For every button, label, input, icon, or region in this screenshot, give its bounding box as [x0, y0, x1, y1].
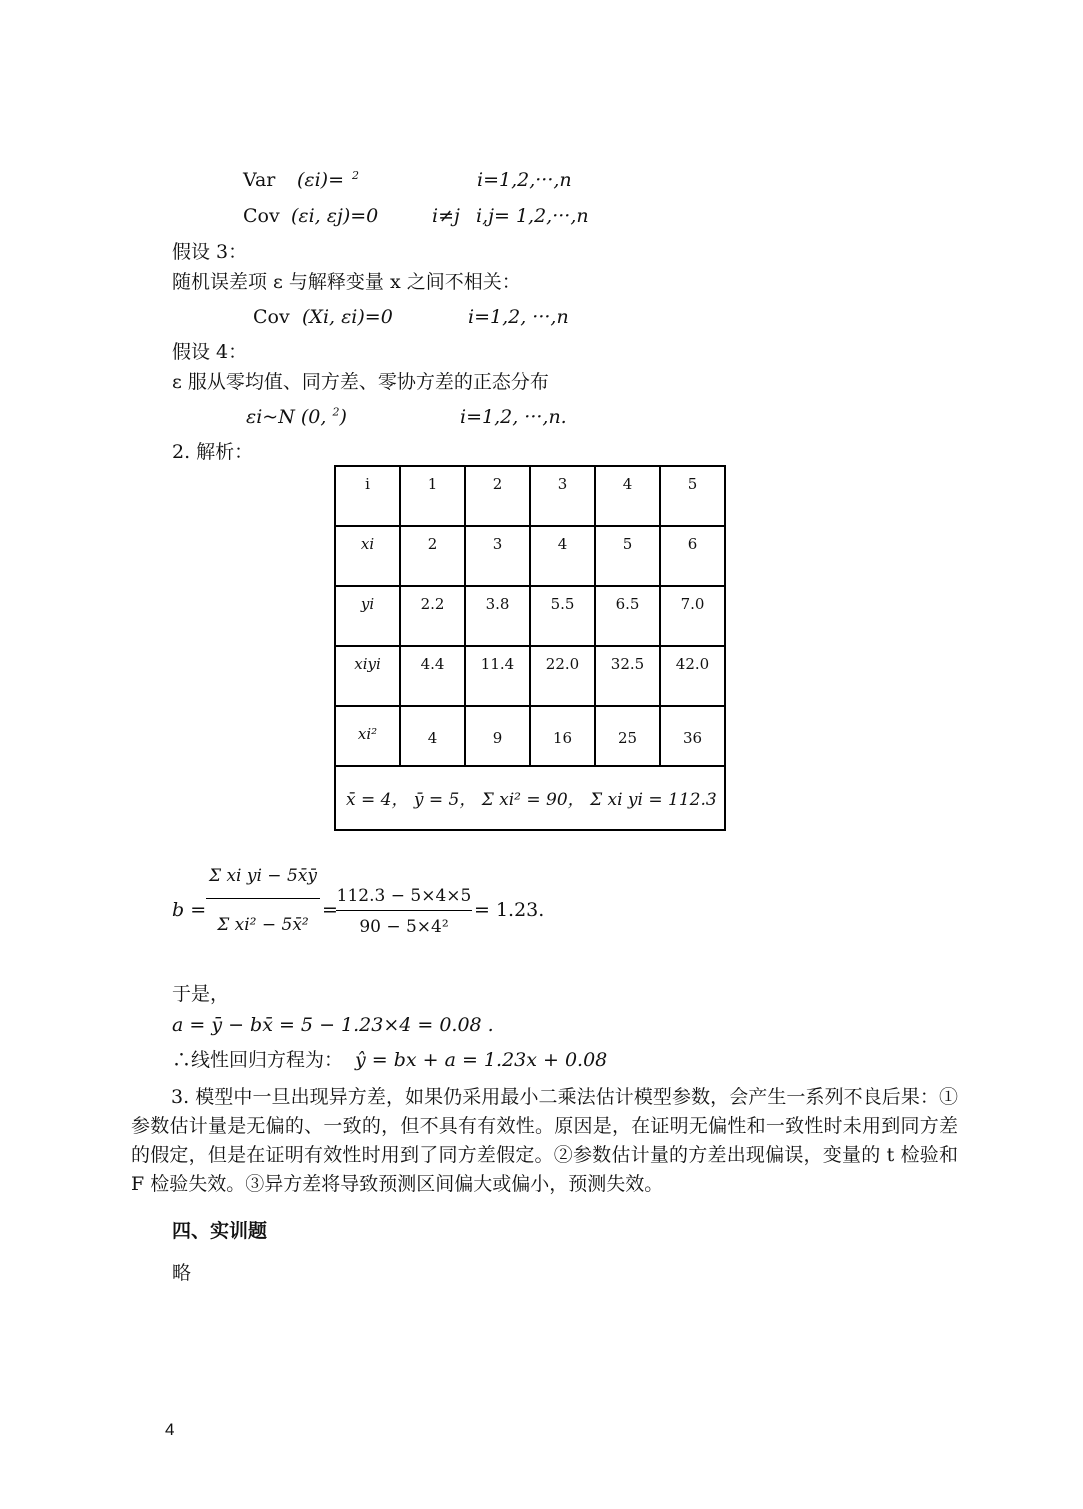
formula-b-fraction-1 — [206, 864, 320, 937]
formula-b-denominator-2: 90 − 5×4² — [359, 917, 449, 937]
table-cell: 2.2 — [400, 586, 465, 646]
table-cell: yi — [335, 586, 400, 646]
table-cell: 22.0 — [530, 646, 595, 706]
table-cell: 3 — [465, 526, 530, 586]
regression-expr: ŷ = bx + a = 1.23x + 0.08 — [355, 1049, 608, 1071]
formula-b-lhs: b = — [172, 899, 207, 921]
assumption4-range: i=1,2, ···,n. — [460, 406, 567, 428]
table-cell: 2 — [400, 526, 465, 586]
cov-neq: i≠j — [432, 205, 460, 227]
formula-b-numerator: Σ xi yi − 5x̄ȳ — [209, 866, 317, 886]
cov-range: i,j= 1,2,···,n — [476, 205, 589, 227]
table-cell: 1 — [400, 466, 465, 526]
assumption4-title: 假设 4： — [172, 341, 248, 363]
table-cell: i — [335, 466, 400, 526]
table-cell: 2 — [465, 466, 530, 526]
table-cell: 25 — [595, 706, 660, 766]
regression-label: ∴线性回归方程为： — [172, 1049, 344, 1071]
table-row — [335, 586, 725, 646]
table-row — [335, 766, 725, 830]
assumption4-dist: εi~N (0, $^2$) — [246, 405, 347, 428]
equals-sign: = — [322, 899, 338, 921]
section4-title: 四、实训题 — [172, 1220, 268, 1242]
formula-b-result: = 1.23. — [474, 899, 545, 921]
assumption3-cov-expr: (Xi, εi)=0 — [302, 306, 393, 328]
table-cell: 36 — [660, 706, 725, 766]
data-table — [334, 465, 726, 831]
section4-body: 略 — [172, 1262, 192, 1284]
assumption3-title: 假设 3： — [172, 241, 248, 263]
assumption4-text: ε 服从零均值、同方差、零协方差的正态分布 — [172, 371, 549, 393]
table-cell: 5 — [660, 466, 725, 526]
table-cell: 11.4 — [465, 646, 530, 706]
formula-b-numerator-2: 112.3 − 5×4×5 — [336, 886, 472, 906]
cov-label: Cov — [243, 205, 280, 227]
cov-expr: (εi, εj)=0 — [291, 205, 379, 227]
table-cell: xi² — [335, 706, 400, 766]
section2-title: 2. 解析： — [172, 441, 254, 463]
fraction-bar — [336, 910, 472, 911]
table-cell: 42.0 — [660, 646, 725, 706]
var-label: Var — [243, 169, 276, 191]
table-row — [335, 466, 725, 526]
table-cell: 16 — [530, 706, 595, 766]
section3-paragraph: 3. 模型中一旦出现异方差，如果仍采用最小二乘法估计模型参数，会产生一系列不良后果：①参数估计量是无偏的、一致的，但不具有有效性。原因是，在证明无偏性和一致性时未用到同方差的假定，但是在证明有效性时用到了同方差假定。②参数估计量的方差出现偏误，变量的 t 检验和 F 检验失效。③异方差将导致预测区间偏大或偏小，预测失效。 — [131, 1086, 958, 1195]
table-cell: 4.4 — [400, 646, 465, 706]
assumption3-cov-label: Cov — [253, 306, 290, 328]
table-summary: x̄ = 4， ȳ = 5， Σ xi² = 90， Σ xi yi = 112.3 — [335, 766, 725, 830]
assumption3-cov-range: i=1,2, ···,n — [468, 306, 569, 328]
page-number: 4 — [165, 1420, 175, 1439]
var-expr: (εi)= $^2$ — [297, 168, 360, 191]
table-row — [335, 646, 725, 706]
formula-b-denominator: Σ xi² − 5x̄² — [217, 915, 309, 935]
yushi-text: 于是， — [172, 983, 230, 1005]
var-range: i=1,2,···,n — [477, 169, 572, 191]
table-cell: 9 — [465, 706, 530, 766]
table-cell: 3 — [530, 466, 595, 526]
table-cell: 4 — [595, 466, 660, 526]
table-cell: xi — [335, 526, 400, 586]
table-row — [335, 526, 725, 586]
table-cell: 4 — [530, 526, 595, 586]
table-cell: 4 — [400, 706, 465, 766]
table-cell: 7.0 — [660, 586, 725, 646]
table-cell: xiyi — [335, 646, 400, 706]
fraction-bar — [206, 898, 320, 899]
table-cell: 5 — [595, 526, 660, 586]
formula-a: a = ȳ − bx̄ = 5 − 1.23×4 = 0.08 . — [172, 1014, 494, 1036]
formula-b-fraction-2 — [336, 884, 472, 939]
table-cell: 6.5 — [595, 586, 660, 646]
table-cell: 32.5 — [595, 646, 660, 706]
table-cell: 6 — [660, 526, 725, 586]
table-row — [335, 706, 725, 766]
table-cell: 3.8 — [465, 586, 530, 646]
assumption3-text: 随机误差项 ε 与解释变量 x 之间不相关： — [172, 271, 521, 293]
table-cell: 5.5 — [530, 586, 595, 646]
